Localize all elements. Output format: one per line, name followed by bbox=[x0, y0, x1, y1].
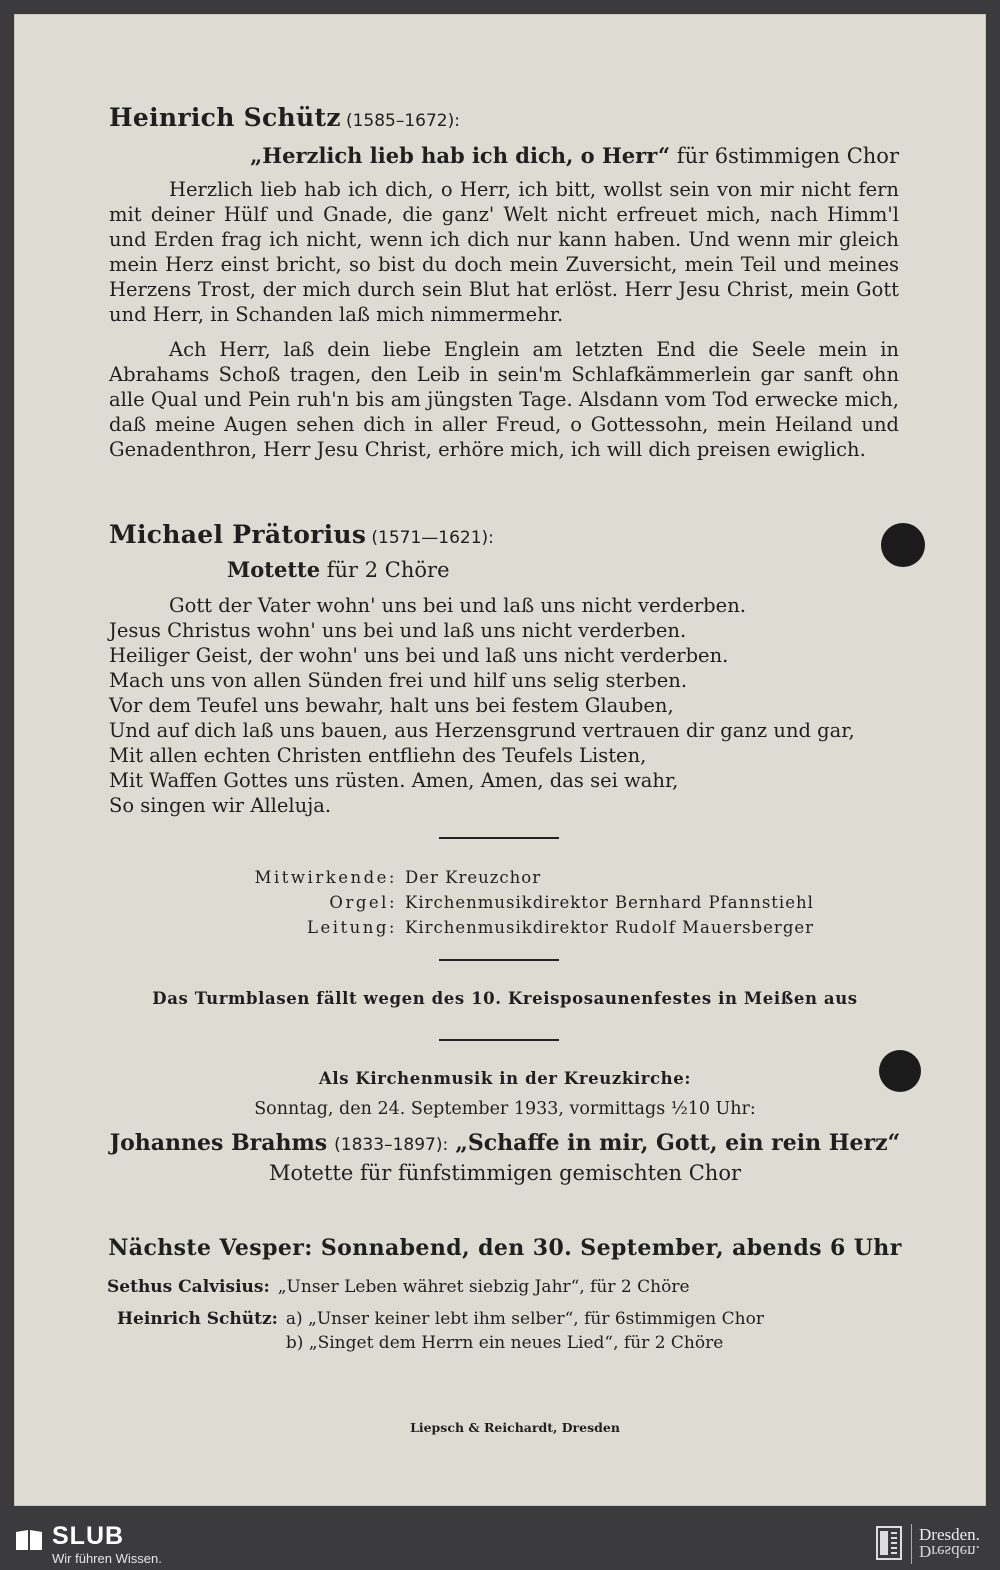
footer-separator bbox=[911, 1524, 912, 1564]
composer-dates: (1833–1897): bbox=[334, 1135, 449, 1155]
composer-dates: (1585–1672): bbox=[345, 111, 460, 131]
piece-title: Motette bbox=[227, 557, 321, 582]
piece-title-line bbox=[109, 143, 899, 168]
next-vesper-heading: Nächste Vesper: Sonnabend, den 30. September, abends 6 Uhr bbox=[108, 1235, 902, 1261]
praetorius-heading bbox=[109, 520, 899, 549]
kirchenmusik-date: Sonntag, den 24. September 1933, vormittags ½10 Uhr: bbox=[254, 1099, 756, 1119]
lyrics-verse bbox=[109, 593, 899, 818]
composer-name: Heinrich Schütz bbox=[109, 103, 341, 132]
slub-logo-text[interactable]: SLUB bbox=[52, 1522, 125, 1550]
slub-tagline: Wir führen Wissen. bbox=[52, 1551, 162, 1566]
printer-imprint: Liepsch & Reichardt, Dresden bbox=[410, 1420, 620, 1435]
dresden-logo-text[interactable] bbox=[919, 1526, 980, 1560]
piece-scoring: für 2 Chöre bbox=[320, 558, 450, 582]
credit-value: Kirchenmusikdirektor Rudolf Mauersberger bbox=[405, 918, 815, 937]
composer-dates: (1571—1621): bbox=[371, 528, 494, 548]
divider-rule bbox=[439, 1039, 559, 1041]
credit-label: Mitwirkende: bbox=[254, 868, 397, 887]
dresden-crest-icon bbox=[876, 1526, 902, 1560]
credits-block bbox=[245, 865, 845, 940]
verse-line: Gott der Vater wohn' uns bei und laß uns nicht verderben. bbox=[169, 594, 746, 617]
credit-row bbox=[245, 915, 845, 940]
lyrics-paragraph: Herzlich lieb hab ich dich, o Herr, ich bitt, wollst sein von mir nicht fern mit deiner Hülf und Gnade, die ganz' Welt nicht erfreuet mich, nach Himm'l und Erden frag ich nicht, wenn ich dich nur kann haben. Und wenn mir gleich mein Herz einst bricht, so bist du doch mein Zuversicht, mein Teil und meines Herzens Trost, der mich durch sein Blut hat erlöst. Herr Jesu Christ, mein Gott und Herr, in Schanden laß mich nimmermehr. bbox=[109, 178, 899, 326]
divider-rule bbox=[439, 959, 559, 961]
document-page bbox=[14, 14, 986, 1506]
program-composer: Heinrich Schütz: bbox=[117, 1309, 278, 1329]
schuetz-heading bbox=[109, 103, 899, 132]
program-row bbox=[107, 1275, 764, 1299]
piece-title-line bbox=[109, 557, 899, 582]
verse-line: Jesus Christus wohn' uns bei und laß uns nicht verderben. bbox=[109, 619, 687, 642]
verse-line: Mit allen echten Christen entfliehn des Teufels Listen, bbox=[109, 744, 647, 767]
credit-row bbox=[245, 865, 845, 890]
verse-line: So singen wir Alleluja. bbox=[109, 794, 332, 817]
verse-line: Heiliger Geist, der wohn' uns bei und laß uns nicht verderben. bbox=[109, 644, 729, 667]
credit-value: Der Kreuzchor bbox=[405, 868, 542, 887]
verse-line: Mit Waffen Gottes uns rüsten. Amen, Amen, das sei wahr, bbox=[109, 769, 679, 792]
brahms-line bbox=[95, 1130, 915, 1156]
verse-line: Und auf dich laß uns bauen, aus Herzensgrund vertrauen dir ganz und gar, bbox=[109, 719, 855, 742]
brahms-subtitle: Motette für fünfstimmigen gemischten Chor bbox=[268, 1161, 742, 1185]
program-items bbox=[286, 1307, 764, 1355]
next-program bbox=[107, 1275, 764, 1355]
program-composer: Sethus Calvisius: bbox=[107, 1277, 270, 1297]
composer-name: Michael Prätorius bbox=[109, 520, 367, 549]
verse-line: Vor dem Teufel uns bewahr, halt uns bei festem Glauben, bbox=[109, 694, 674, 717]
piece-title: „Schaffe in mir, Gott, ein rein Herz“ bbox=[455, 1130, 901, 1156]
credit-label: Leitung: bbox=[306, 918, 397, 937]
program-row bbox=[107, 1307, 764, 1355]
verse-line: Mach uns von allen Sünden frei und hilf uns selig sterben. bbox=[109, 669, 688, 692]
divider-rule bbox=[439, 837, 559, 839]
credit-row bbox=[245, 890, 845, 915]
footer-bar bbox=[0, 1518, 1000, 1570]
notice-text: Das Turmblasen fällt wegen des 10. Kreisposaunenfestes in Meißen aus bbox=[152, 989, 858, 1008]
piece-title: „Herzlich lieb hab ich dich, o Herr“ bbox=[250, 143, 671, 168]
lyrics-paragraph: Ach Herr, laß dein liebe Englein am letzten End die Seele mein in Abrahams Schoß tragen, den Leib in sein'm Schlafkämmerlein gar sanft ohn alle Qual und Pein ruh'n bis am jüngsten Tage. Alsdann vom Tod erwecke mich, daß meine Augen sehen dich in aller Freud, o Gottessohn, mein Heiland und Genadenthron, Herr Jesu Christ, erhöre mich, ich will dich preisen ewiglich. bbox=[109, 338, 899, 461]
piece-scoring: für 6stimmigen Chor bbox=[670, 144, 899, 168]
credit-value: Kirchenmusikdirektor Bernhard Pfannstiehl bbox=[405, 893, 814, 912]
program-piece: „Unser Leben währet siebzig Jahr“, für 2 Chöre bbox=[277, 1277, 690, 1297]
dresden-logo-reflection: Dresden. bbox=[919, 1542, 980, 1561]
composer-name: Johannes Brahms bbox=[109, 1130, 328, 1156]
program-piece: a) „Unser keiner lebt ihm selber“, für 6stimmigen Chor bbox=[285, 1309, 764, 1329]
program-piece: b) „Singet dem Herrn ein neues Lied“, für 2 Chöre bbox=[285, 1333, 724, 1353]
kirchenmusik-heading: Als Kirchenmusik in der Kreuzkirche: bbox=[318, 1069, 692, 1088]
dresden-logo-line: Dresden. bbox=[919, 1525, 980, 1544]
book-icon bbox=[14, 1528, 44, 1552]
credit-label: Orgel: bbox=[329, 893, 397, 912]
